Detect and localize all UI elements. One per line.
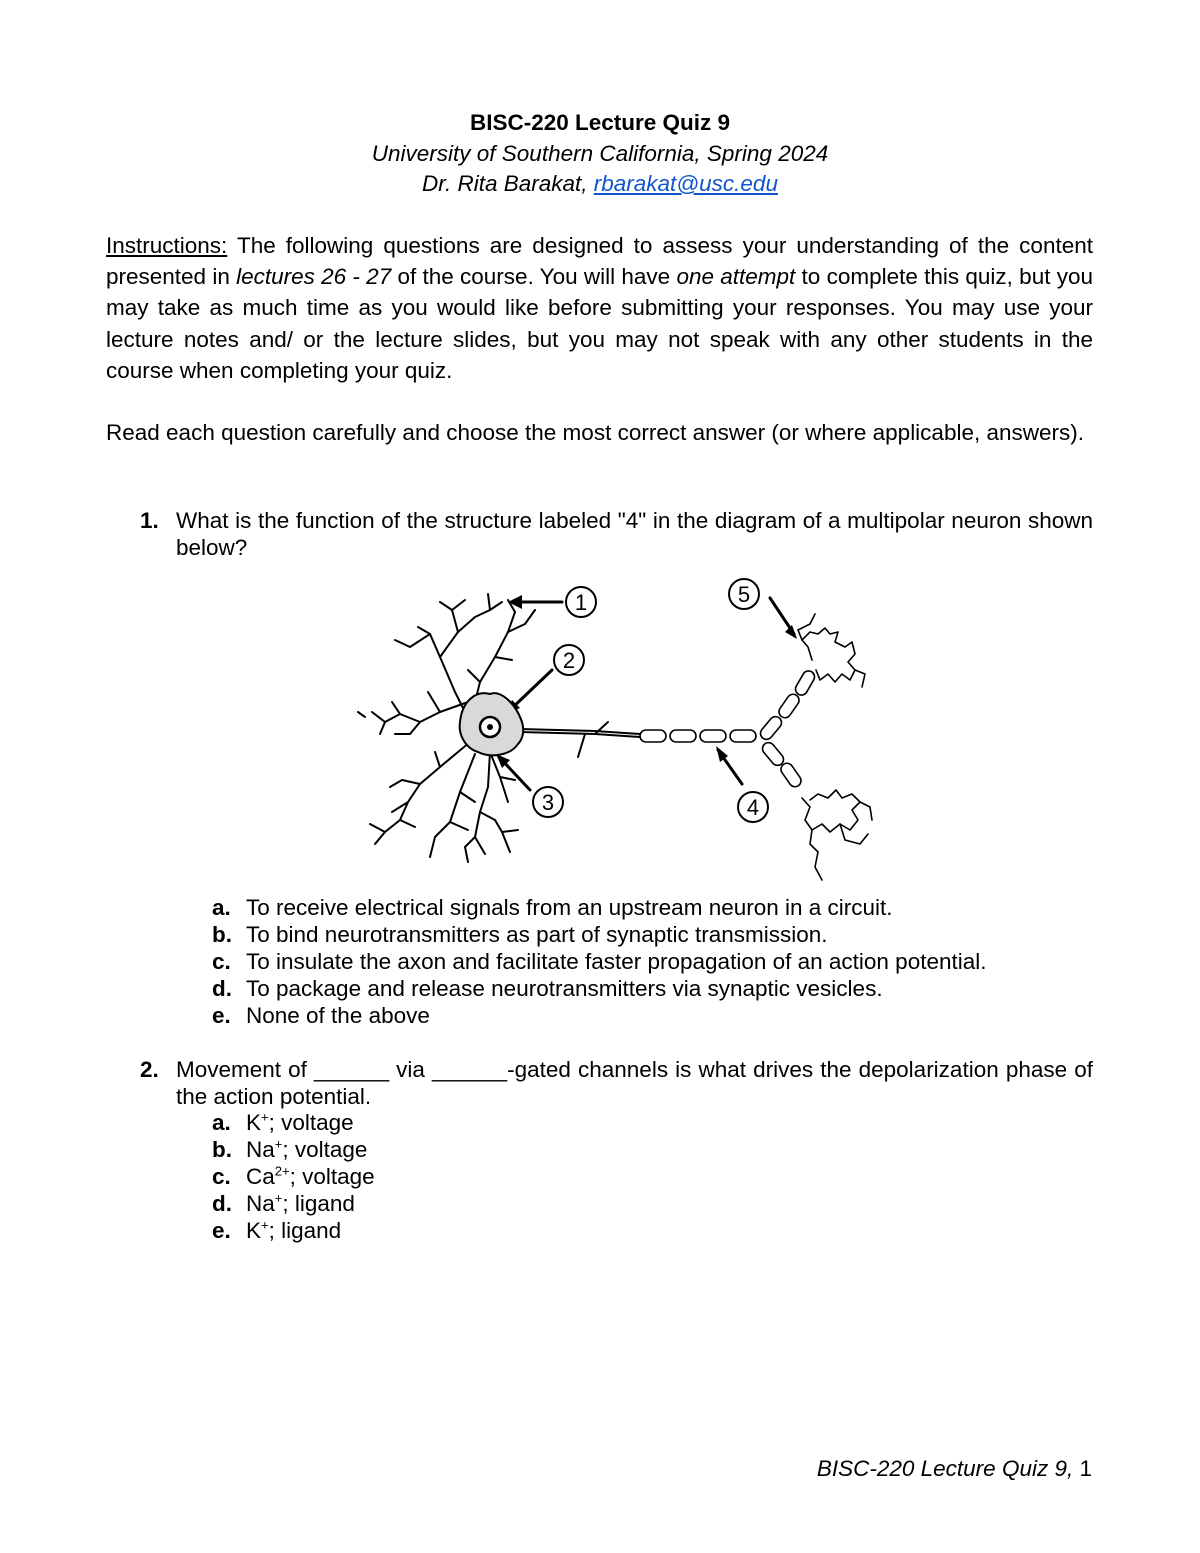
attempt-count: one attempt [676, 264, 796, 290]
option-letter: b. [212, 922, 232, 947]
option-ion: Ca [246, 1164, 275, 1189]
question-number: 1. [140, 508, 159, 533]
option-text: To bind neurotransmitters as part of synaptic transmission. [246, 922, 828, 947]
option-ion: K [246, 1110, 262, 1135]
question-text: Movement of ______ via ______-gated channels is what drives the depolarization phase of the action potential. [176, 1057, 1093, 1109]
answer-option[interactable] [212, 894, 1092, 921]
answer-option[interactable] [212, 948, 1092, 975]
option-gating: ; ligand [268, 1218, 342, 1243]
option-gating: ; voltage [282, 1137, 368, 1162]
option-charge: + [274, 1190, 283, 1206]
diagram-label-2: 2 [562, 648, 576, 673]
option-charge: + [274, 1136, 283, 1152]
instructions-text-2: of the course. You will have [391, 264, 677, 290]
page-number: 1 [1073, 1456, 1092, 1481]
option-text: None of the above [246, 1003, 430, 1028]
answer-option[interactable] [212, 921, 1092, 948]
option-gating: ; voltage [289, 1164, 375, 1189]
answer-option[interactable] [212, 1163, 1092, 1190]
option-charge: + [261, 1109, 269, 1125]
option-letter: c. [212, 949, 231, 974]
option-letter: c. [212, 1164, 231, 1189]
option-letter: a. [212, 1110, 231, 1135]
option-letter: a. [212, 895, 231, 920]
option-gating: ; ligand [282, 1191, 355, 1216]
option-letter: d. [212, 1191, 232, 1216]
question-1-options [212, 894, 1092, 1029]
instructions-label: Instructions: [106, 233, 228, 258]
option-text: To receive electrical signals from an upstream neuron in a circuit. [246, 895, 893, 920]
diagram-label-5: 5 [737, 582, 751, 607]
question-1 [140, 507, 1093, 561]
option-text: To insulate the axon and facilitate faster propagation of an action potential. [246, 949, 987, 974]
answer-option[interactable] [212, 975, 1092, 1002]
diagram-label-3: 3 [541, 790, 555, 815]
question-number: 2. [140, 1057, 159, 1082]
instructor-name: Dr. Rita Barakat, [422, 171, 594, 196]
option-letter: b. [212, 1137, 232, 1162]
answer-option[interactable] [212, 1190, 1092, 1217]
diagram-labels [533, 579, 768, 822]
lectures-range: lectures 26 - 27 [236, 264, 392, 290]
option-ion: Na [246, 1137, 275, 1162]
myelin-sheaths [640, 669, 817, 789]
diagram-label-4: 4 [746, 795, 760, 820]
option-charge: + [261, 1217, 269, 1233]
answer-option[interactable] [212, 1217, 1092, 1244]
question-2-options [212, 1109, 1092, 1244]
footer-label: BISC-220 Lecture Quiz 9, [816, 1456, 1074, 1481]
instructions-text-3: to complete this quiz, but you may take as much time as you would like before submitting your responses. You may use your lecture notes and/ or the lecture slides, but you may not speak with any other students in the course when completing your quiz. [106, 264, 1093, 383]
diagram-label-1: 1 [574, 590, 588, 615]
option-ion: Na [246, 1191, 275, 1216]
instructor-line [0, 169, 1200, 199]
option-ion: K [246, 1218, 262, 1243]
option-text: To package and release neurotransmitters via synaptic vesicles. [246, 976, 883, 1001]
option-letter: e. [212, 1003, 231, 1028]
label-arrows [500, 598, 794, 790]
read-note: Read each question carefully and choose the most correct answer (or where applicable, answers). [106, 420, 1085, 445]
option-letter: d. [212, 976, 232, 1001]
page-title: BISC-220 Lecture Quiz 9 [469, 110, 731, 135]
instructions-paragraph [106, 230, 1093, 386]
option-charge: 2+ [274, 1163, 290, 1179]
instructor-email-link[interactable]: rbarakat@usc.edu [593, 171, 778, 196]
axon-terminals [798, 614, 872, 880]
answer-option[interactable] [212, 1109, 1092, 1136]
answer-option[interactable] [212, 1002, 1092, 1029]
neuron-diagram [340, 562, 880, 888]
option-gating: ; voltage [268, 1110, 354, 1135]
question-text: What is the function of the structure labeled "4" in the diagram of a multipolar neuron shown below? [176, 508, 1093, 560]
axon [520, 722, 640, 757]
institution-line: University of Southern California, Spring 2024 [371, 141, 829, 166]
option-letter: e. [212, 1218, 231, 1243]
instructions-text-1: The following questions are designed to assess your understanding of the content presented in [106, 233, 1093, 290]
page-footer [817, 1455, 1092, 1483]
answer-option[interactable] [212, 1136, 1092, 1163]
question-2 [140, 1056, 1093, 1110]
